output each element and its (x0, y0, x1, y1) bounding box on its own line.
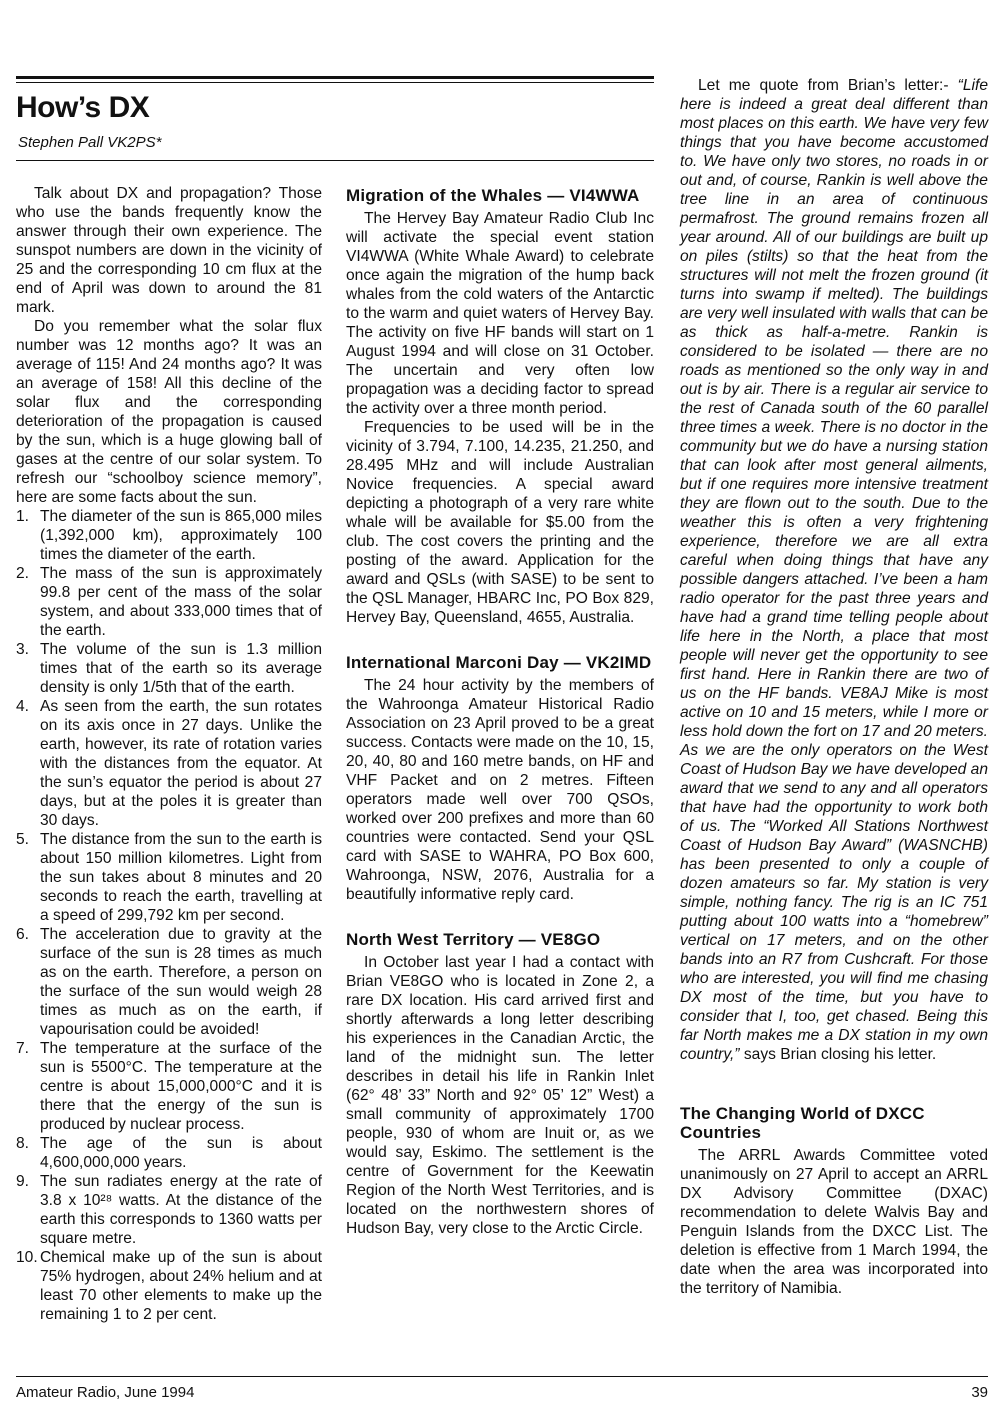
list-item-text: The distance from the sun to the earth is about 150 million kilometres. Light from the sun takes about 8 minutes and 20 seconds to reach the earth, travelling at a speed of 299,792 km per second. (40, 831, 322, 924)
list-item (16, 1134, 322, 1172)
footer-rule (16, 1376, 988, 1377)
list-item (16, 830, 322, 925)
list-item-text: The age of the sun is about 4,600,000,000 years. (40, 1135, 322, 1171)
list-item-number: 6. (16, 926, 30, 943)
list-item (16, 1248, 322, 1324)
list-item-number: 3. (16, 641, 30, 658)
list-item-number: 9. (16, 1173, 30, 1190)
list-item (16, 925, 322, 1039)
section-heading-marconi: International Marconi Day — VK2IMD (346, 653, 652, 672)
list-item-text: The volume of the sun is 1.3 million times that of the earth so its average density is only 1/5th that of the earth. (40, 641, 322, 696)
sun-facts-list (16, 507, 322, 1324)
list-item (16, 1039, 322, 1134)
list-item-text: The acceleration due to gravity at the surface of the sun is 28 times as much as on the earth. Therefore, a person on the surface of the sun would weigh 28 times as much as on the earth, if vapourisation could be avoided! (40, 926, 322, 1038)
quote-tail: says Brian closing his letter. (739, 1046, 937, 1063)
header-rule-top (16, 76, 654, 79)
list-item-number: 7. (16, 1040, 30, 1057)
column-2 (346, 186, 654, 1238)
whales-paragraph-1: The Hervey Bay Amateur Radio Club Inc will activate the special event station VI4WWA (White Whale Award) to celebrate once again the migration of the hump back whales from the cold waters of the Antarctic to the warm and quiet waters of Hervey Bay. The activity on five HF bands will start on 1 August 1994 and will close on 31 October. The uncertain and very often low propagation was a deciding factor to spread the activity over a three month period. (346, 210, 654, 417)
list-item-number: 4. (16, 698, 30, 715)
column-1 (16, 184, 322, 1324)
footer-publication: Amateur Radio, June 1994 (16, 1384, 195, 1401)
quote-lead: Let me quote from Brian’s letter:- (698, 77, 958, 94)
list-item-number: 2. (16, 565, 30, 582)
list-item (16, 1172, 322, 1248)
article-byline: Stephen Pall VK2PS* (18, 134, 162, 151)
list-item-text: As seen from the earth, the sun rotates on its axis once in 27 days. Unlike the earth, however, its rate of rotation varies with the distances from the equator. At the sun’s equator the period is about 27 days, but at the poles it is greater than 30 days. (40, 698, 322, 829)
section-heading-dxcc: The Changing World of DXCC Countries (680, 1104, 925, 1142)
article-title: How’s DX (16, 91, 150, 124)
quote-paragraph (680, 76, 988, 1064)
list-item-number: 5. (16, 831, 30, 848)
quote-body: “Life here is indeed a great deal different than most places on this earth. We have very few things that you have become accustomed to. We have only two stores, no roads in or out and, of course, Rankin is well above the tree line in an area of continuous permafrost. The ground remains frozen all year around. All of our buildings are built up on piles (stilts) so that the heat from the structures will not melt the frozen ground (it turns into swamp if melted). The buildings are very well insulated with walls that can be as thick as half-a-metre. Rankin is considered to be isolated — there are no roads as mentioned so the only way in and out is by air. There is a regular air service to the rest of Canada south of the 60 parallel three times a week. There is no doctor in the community but we do have a nursing station that can look after most general ailments, but if one requires more intensive treatment they are flown out to the south. Due to the weather this is often a very frightening experience, therefore we are all extra careful when doing things that have any possible dangers attached. I’ve been a ham radio operator for the past three years and have had a grand time telling people about life here in the North, a place that most people will never get the opportunity to see first hand. Here in Rankin there are two of us on the HF bands. VE8AJ Mike is most active on 10 and 15 meters, while I more or less hold down the fort on 17 and 20 meters. As we are the only operators on the West Coast of Hudson Bay we have developed an award that we send to any and all operators that have had the opportunity to work both of us. The “Worked All Stations Northwest Coast of Hudson Bay Award” (WASNCHB) has been presented to only a couple of dozen amateurs so far. My station is very simple, nothing fancy. The rig is an IC 751 putting about 100 watts into a “homebrew” vertical on 17 meters, and on the other bands into an R7 from Cushcraft. For those who are interested, you will find me chasing DX most of the time, but you have to consider that I, too, get chased. Being this far North makes me a DX station in my own country,” (680, 77, 988, 1063)
list-item (16, 640, 322, 697)
list-item (16, 564, 322, 640)
list-item-number: 8. (16, 1135, 30, 1152)
list-item (16, 697, 322, 830)
list-item-number: 1. (16, 508, 30, 525)
list-item-text: The mass of the sun is approximately 99.8 per cent of the mass of the solar system, and about 333,000 times that of the earth. (40, 565, 322, 639)
header-rule-bottom (16, 160, 654, 161)
section-heading-whales: Migration of the Whales — VI4WWA (346, 186, 640, 205)
dxcc-paragraph-1: The ARRL Awards Committee voted unanimously on 27 April to accept an ARRL DX Advisory Committee (DXAC) recommendation to delete Walvis Bay and Penguin Islands from the DXCC List. The deletion is effective from 1 March 1994, the date when the area was incorporated into the territory of Namibia. (680, 1147, 988, 1297)
list-item-text: The diameter of the sun is 865,000 miles (1,392,000 km), approximately 100 times the diameter of the earth. (40, 508, 322, 563)
footer-page-number: 39 (971, 1384, 988, 1401)
column-3 (680, 76, 988, 1298)
marconi-paragraph-1: The 24 hour activity by the members of the Wahroonga Amateur Historical Radio Association on 23 April proved to be a great success. Contacts were made on the 10, 15, 20, 40, 80 and 160 metre bands, on HF and VHF Packet and on 2 metres. Fifteen operators made well over 700 QSOs, worked over 200 prefixes and more than 60 countries were contacted. Send your QSL card with SASE to WAHRA, PO Box 600, Wahroonga, NSW, 2076, Australia for a beautifully informative reply card. (346, 677, 654, 903)
nwt-paragraph-1: In October last year I had a contact with Brian VE8GO who is located in Zone 2, a rare DX location. His card arrived first and shortly afterwards a long letter describing his experiences in the Canadian Arctic, the land of the midnight sun. The letter describes in detail his life in Rankin Inlet (62° 48’ 33” North and 92° 05’ 12” West) a small community of approximately 1700 people, 930 of whom are Inuit or, as we would say, Eskimo. The settlement is the centre of Government for the Keewatin Region of the North West Territories, and is located on the northwestern shores of Hudson Bay, very close to the Arctic Circle. (346, 954, 654, 1237)
intro-paragraph-2: Do you remember what the solar flux number was 12 months ago? It was an average of 115! And 24 months ago? It was an average of 158! All this decline of the solar flux and the corresponding deterioration of the propagation is caused by the sun, which is a huge glowing ball of gases at the centre of our solar system. To refresh our “schoolboy science memory”, here are some facts about the sun. (16, 318, 322, 506)
list-item-number: 10. (16, 1249, 38, 1266)
section-heading-nwt: North West Territory — VE8GO (346, 930, 601, 949)
list-item-text: The sun radiates energy at the rate of 3.8 x 10²⁸ watts. At the distance of the earth this corresponds to 1360 watts per square metre. (40, 1173, 322, 1247)
list-item (16, 507, 322, 564)
list-item-text: Chemical make up of the sun is about 75% hydrogen, about 24% helium and at least 70 other elements to make up the remaining 1 to 2 per cent. (40, 1249, 322, 1323)
list-item-text: The temperature at the surface of the sun is 5500°C. The temperature at the centre is about 15,000,000°C and it is there that the energy of the sun is produced by nuclear process. (40, 1040, 322, 1133)
intro-paragraph-1: Talk about DX and propagation? Those who use the bands frequently know the answer through their own experience. The sunspot numbers are down in the vicinity of 25 and the corresponding 10 cm flux at the end of April was down to around the 81 mark. (16, 185, 322, 316)
whales-paragraph-2: Frequencies to be used will be in the vicinity of 3.794, 7.100, 14.235, 21.250, and 28.495 MHz and will include Australian Novice frequencies. A special award depicting a photograph of a very rare white whale will be available for $5.00 from the club. The cost covers the printing and the posting of the award. Application for the award and QSLs (with SASE) to be sent to the QSL Manager, HBARC Inc, PO Box 829, Hervey Bay, Queensland, 4655, Australia. (346, 419, 654, 626)
header-rule-second (16, 82, 654, 83)
